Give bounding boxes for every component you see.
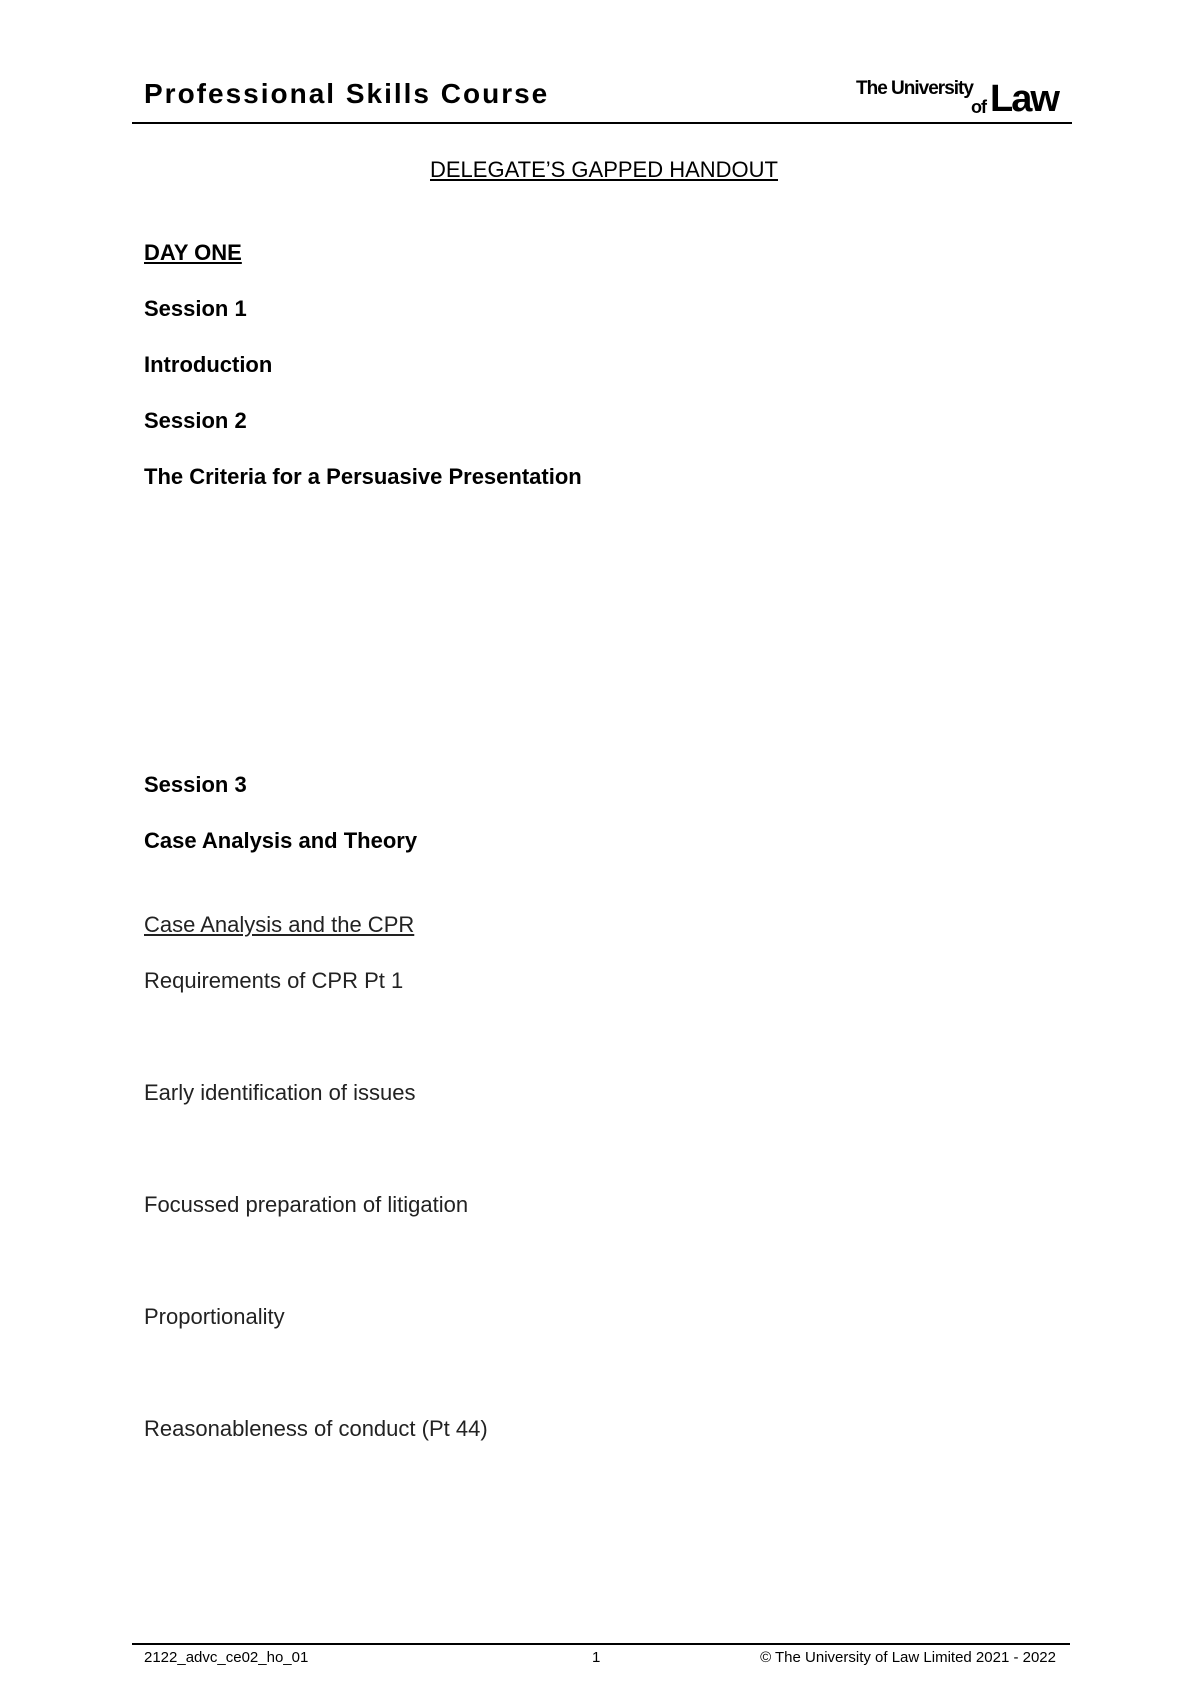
course-title: Professional Skills Course [144,78,550,109]
subheading: Case Analysis and the CPR [144,912,415,937]
list-item: Proportionality [144,1304,285,1329]
footer-page-number: 1 [592,1649,601,1666]
list-item: Requirements of CPR Pt 1 [144,968,404,993]
logo-line1: The University [856,78,973,99]
header-rule [132,122,1072,124]
list-item: Early identification of issues [144,1080,416,1105]
session1-label: Session 1 [144,296,247,321]
logo-line2: of [971,97,986,117]
session3-label: Session 3 [144,772,247,797]
logo-word: Law [990,78,1058,120]
session3-title: Case Analysis and Theory [144,828,418,853]
session2-title: The Criteria for a Persuasive Presentation [144,464,582,489]
day-heading: DAY ONE [144,240,242,265]
footer-rule [132,1643,1070,1645]
session2-label: Session 2 [144,408,247,433]
footer-code: 2122_advc_ce02_ho_01 [144,1649,309,1666]
list-item: Focussed preparation of litigation [144,1192,469,1217]
session1-title: Introduction [144,352,273,377]
list-item: Reasonableness of conduct (Pt 44) [144,1416,488,1441]
handout-title: DELEGATE’S GAPPED HANDOUT [430,157,778,182]
footer-copyright: © The University of Law Limited 2021 - 2022 [760,1649,1056,1666]
university-logo [856,76,1064,122]
